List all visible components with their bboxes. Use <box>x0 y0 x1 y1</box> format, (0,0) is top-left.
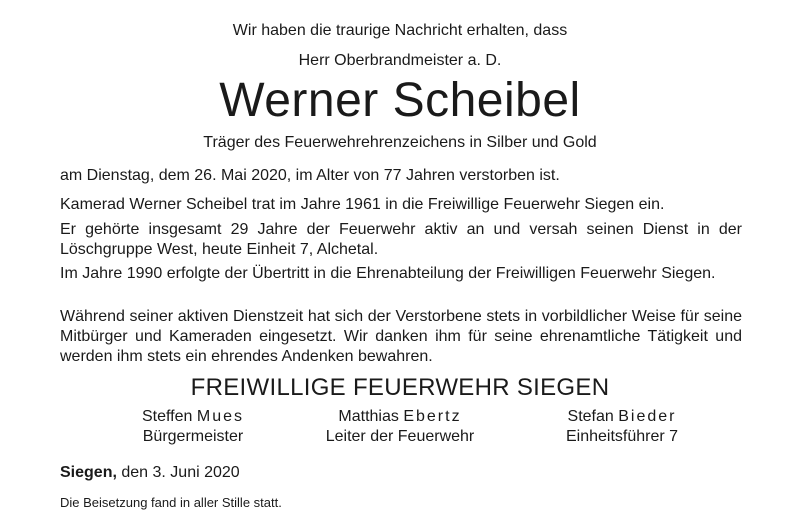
date: den 3. Juni 2020 <box>121 464 240 481</box>
signatory-name <box>502 407 742 427</box>
signatory-name <box>280 407 520 427</box>
paragraph: Kamerad Werner Scheibel trat im Jahre 1961 in die Freiwillige Feuerwehr Siegen ein. <box>60 196 665 213</box>
signatory <box>502 407 742 447</box>
intro-line: Wir haben die traurige Nachricht erhalten, dass <box>232 22 568 39</box>
signatory-last-name: Ebertz <box>403 408 462 425</box>
signatory-title: Einheitsführer 7 <box>565 428 679 445</box>
burial-note: Die Beisetzung fand in aller Stille statt. <box>60 495 282 510</box>
death-line: am Dienstag, dem 26. Mai 2020, im Alter von 77 Jahren verstorben ist. <box>60 167 560 184</box>
organization-name: FREIWILLIGE FEUERWEHR SIEGEN <box>190 374 610 401</box>
rank-line: Herr Oberbrandmeister a. D. <box>298 52 502 69</box>
signatory-name <box>73 407 313 427</box>
deceased-name: Werner Scheibel <box>219 74 581 127</box>
paragraph: Im Jahre 1990 erfolgte der Übertritt in die Ehrenabteilung der Freiwilligen Feuerwehr Siegen. <box>60 265 716 282</box>
signatory <box>280 407 520 447</box>
signatory-first-name: Matthias <box>338 408 399 425</box>
signatory-last-name: Bieder <box>618 408 677 425</box>
place: Siegen, <box>60 464 117 481</box>
date-line <box>60 464 240 482</box>
signatory-first-name: Stefan <box>567 408 614 425</box>
signatory-title: Leiter der Feuerwehr <box>325 428 475 445</box>
signatory-last-name: Mues <box>196 408 244 425</box>
signatory-title: Bürgermeister <box>142 428 244 445</box>
signatory-first-name: Steffen <box>142 408 193 425</box>
paragraph: Während seiner aktiven Dienstzeit hat sich der Verstorbene stets in vorbildlicher Weise für seine Mitbürger und Kameraden eingesetzt. Wir danken ihm für seine ehrenamtliche Tätigkeit und werden ihm stets ein ehrendes Andenken bewahren. <box>60 308 742 365</box>
honor-line: Träger des Feuerwehrehrenzeichens in Silber und Gold <box>203 134 597 151</box>
signatory <box>73 407 313 447</box>
paragraph: Er gehörte insgesamt 29 Jahre der Feuerwehr aktiv an und versah seinen Dienst in der Löschgruppe West, heute Einheit 7, Alchetal. <box>60 221 742 258</box>
